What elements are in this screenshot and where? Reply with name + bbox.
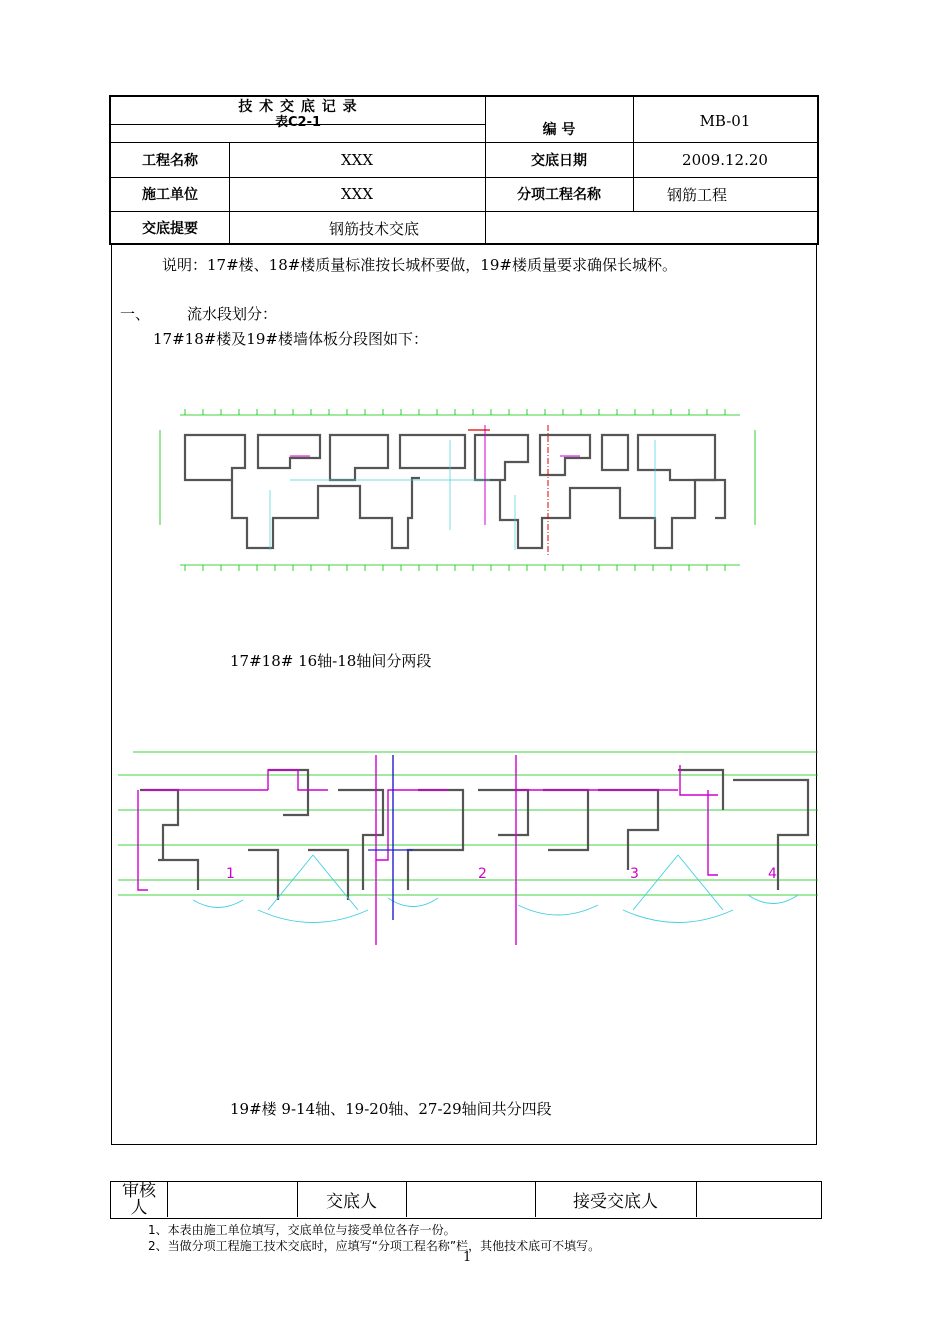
contractor-label: 施工单位	[142, 187, 198, 203]
segment-label: 3	[630, 866, 639, 882]
contractor-value: XXX	[340, 185, 374, 203]
caption-17-18: 17#18# 16轴-18轴间分两段	[230, 652, 432, 670]
footer-note-2: 2、当做分项工程施工技术交底时，应填写“分项工程名称”栏，其他技术底可不填写。	[148, 1239, 601, 1253]
page-number: 1	[463, 1250, 472, 1265]
content-box	[111, 245, 817, 1145]
segment-label: 1	[226, 866, 235, 882]
section-title: 流水段划分：	[187, 305, 278, 323]
receiver-label: 接受交底人	[573, 1192, 658, 1212]
project-name-value: XXX	[340, 150, 374, 169]
subproject-label: 分项工程名称	[517, 187, 601, 203]
date-label: 交底日期	[531, 152, 587, 169]
summary-label: 交底提要	[142, 221, 198, 237]
date-value: 2009.12.20	[682, 150, 768, 169]
floor-plan-19	[118, 740, 818, 950]
reviewer-label: 审核人	[122, 1180, 156, 1218]
segment-label: 2	[478, 866, 487, 882]
footer-note-1: 1、本表由施工单位填写，交底单位与接受单位各存一份。	[148, 1223, 456, 1237]
form-subtitle: 表C2-1	[274, 114, 322, 130]
signature-table	[110, 1181, 822, 1219]
discloser-label: 交底人	[326, 1192, 377, 1212]
segment-label: 4	[768, 866, 777, 882]
caption-19: 19#楼 9-14轴、19-20轴、27-29轴间共分四段	[230, 1100, 552, 1118]
project-name-label: 工程名称	[142, 152, 198, 169]
form-title: 技 术 交 底 记 录	[238, 99, 358, 115]
intro-text: 17#18#楼及19#楼墙体板分段图如下：	[153, 330, 428, 348]
section-number: 一、	[120, 305, 151, 323]
quality-note: 说明：17#楼、18#楼质量标准按长城杯要做，19#楼质量要求确保长城杯。	[162, 256, 677, 274]
floor-plan-17-18	[150, 400, 770, 580]
number-label: 编 号	[542, 122, 576, 138]
number-value: MB-01	[699, 112, 751, 130]
header-table	[109, 95, 819, 245]
summary-value: 钢筋技术交底	[329, 219, 420, 238]
subproject-value: 钢筋工程	[667, 185, 728, 204]
